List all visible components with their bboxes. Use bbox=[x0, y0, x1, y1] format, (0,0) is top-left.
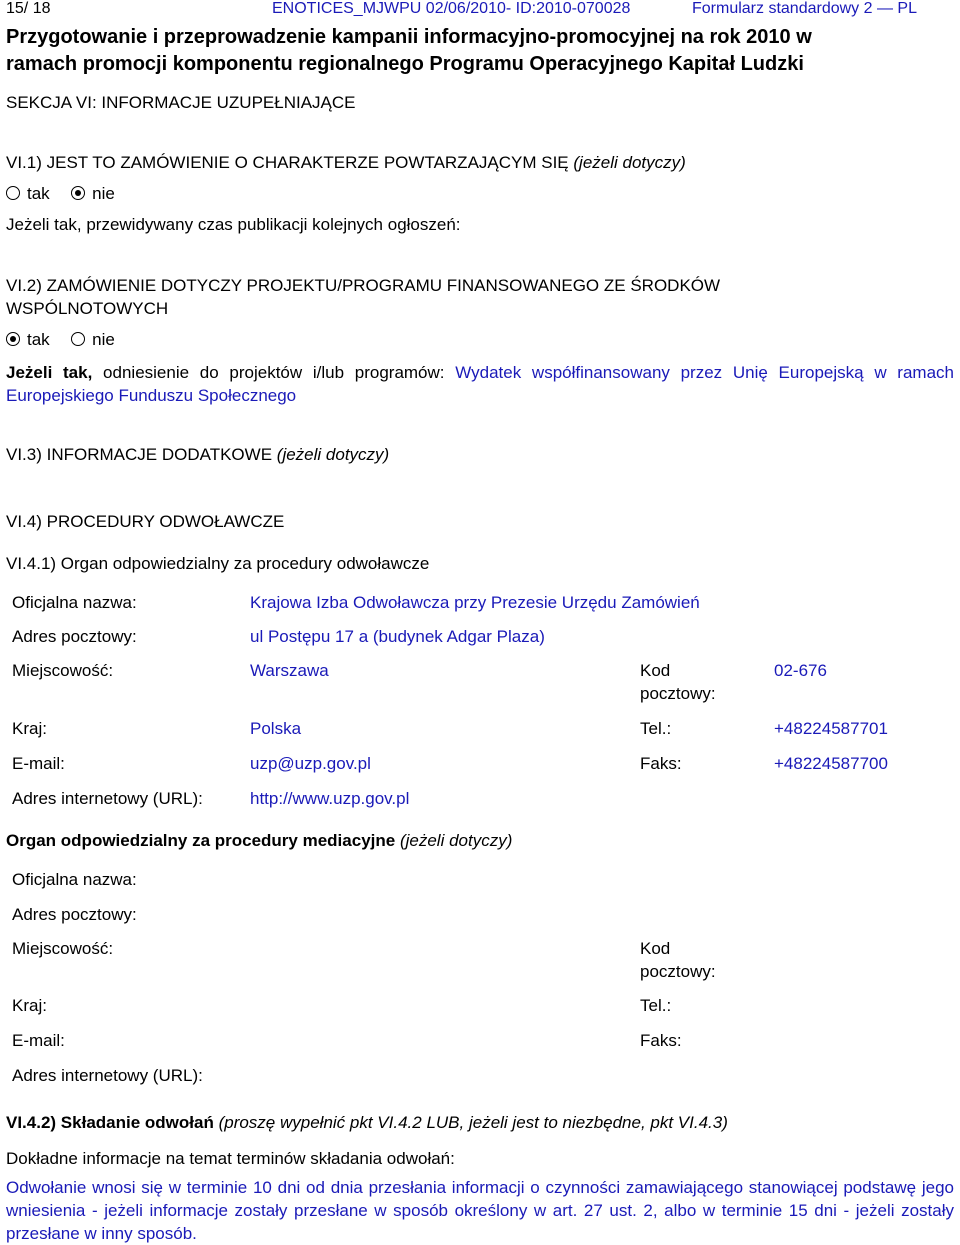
vi1-radio-no[interactable] bbox=[71, 186, 85, 200]
vi2-heading-line1: VI.2) ZAMÓWIENIE DOTYCZY PROJEKTU/PROGRAMU FINANSOWANEGO ZE ŚRODKÓW bbox=[6, 276, 721, 295]
mediation-heading bbox=[6, 831, 512, 851]
vi2-radio-no[interactable] bbox=[71, 332, 85, 346]
notice-id: ENOTICES_MJWPU 02/06/2010- ID:2010-070028 bbox=[272, 0, 631, 17]
vi41-postcode-label1: Kod bbox=[640, 661, 671, 680]
vi3-heading-text: VI.3) INFORMACJE DODATKOWE bbox=[6, 445, 273, 464]
vi1-followup-rest: przewidywany czas publikacji kolejnych ogłoszeń: bbox=[86, 215, 461, 234]
mediation-address-label: Adres pocztowy: bbox=[12, 905, 137, 924]
vi42-heading bbox=[6, 1113, 728, 1133]
vi3-heading-note: (jeżeli dotyczy) bbox=[276, 445, 390, 464]
vi41-url-label: Adres internetowy (URL): bbox=[12, 789, 203, 808]
vi1-heading-note: (jeżeli dotyczy) bbox=[573, 153, 686, 172]
vi41-address: ul Postępu 17 a (budynek Adgar Plaza) bbox=[250, 627, 545, 646]
mediation-postcode-label2: pocztowy: bbox=[640, 962, 716, 981]
vi1-followup bbox=[6, 215, 461, 235]
vi2-reference bbox=[6, 361, 954, 407]
vi2-ref-value: Wydatek współfinansowany przez Unię Europejską w ramach Europejskiego Funduszu Społecznego bbox=[6, 363, 954, 405]
vi1-followup-bold: Jeżeli tak, bbox=[6, 215, 82, 234]
vi4-heading: VI.4) PROCEDURY ODWOŁAWCZE bbox=[6, 512, 285, 531]
mediation-fax-label: Faks: bbox=[640, 1031, 682, 1050]
vi1-heading bbox=[6, 153, 686, 173]
vi41-fax-label: Faks: bbox=[640, 754, 682, 773]
mediation-official-name-label: Oficjalna nazwa: bbox=[12, 870, 137, 889]
vi41-email-label: E-mail: bbox=[12, 754, 65, 773]
vi1-yes-label: tak bbox=[27, 184, 50, 203]
vi41-fax: +48224587700 bbox=[774, 754, 888, 773]
vi42-details-text: Odwołanie wnosi się w terminie 10 dni od dnia przesłania informacji o czynności zamawiającego stanowiącej podstawę jego wniesienia - jeżeli informacje zostały przesłane w sposób określony w art. 27 ust. 2, albo w terminie 15 dni - jeżeli zostały przesłane w inny sposób. bbox=[6, 1178, 954, 1243]
mediation-url-label: Adres internetowy (URL): bbox=[12, 1066, 203, 1085]
vi41-city: Warszawa bbox=[250, 661, 329, 680]
vi2-yes-label: tak bbox=[27, 330, 50, 349]
vi41-tel-label: Tel.: bbox=[640, 719, 672, 738]
mediation-tel-label: Tel.: bbox=[640, 996, 672, 1015]
section-title: SEKCJA VI: INFORMACJE UZUPEŁNIAJĄCE bbox=[6, 93, 356, 112]
vi42-heading-note: (proszę wypełnić pkt VI.4.2 LUB, jeżeli jest to niezbędne, pkt VI.4.3) bbox=[218, 1113, 728, 1132]
vi41-address-label: Adres pocztowy: bbox=[12, 627, 137, 646]
notice-title-line1: Przygotowanie i przeprowadzenie kampanii informacyjno-promocyjnej na rok 2010 w bbox=[6, 26, 812, 48]
vi42-details-label: Dokładne informacje na temat terminów składania odwołań: bbox=[6, 1149, 455, 1168]
vi41-heading: VI.4.1) Organ odpowiedzialny za procedury odwoławcze bbox=[6, 554, 430, 573]
mediation-postcode-label1: Kod bbox=[640, 939, 671, 958]
vi2-radio-group bbox=[6, 330, 115, 350]
form-name: Formularz standardowy 2 — PL bbox=[692, 0, 917, 17]
vi1-heading-text: VI.1) JEST TO ZAMÓWIENIE O CHARAKTERZE POWTARZAJĄCYM SIĘ bbox=[6, 153, 569, 172]
mediation-heading-text: Organ odpowiedzialny za procedury mediacyjne bbox=[6, 831, 396, 850]
vi41-email[interactable]: uzp@uzp.gov.pl bbox=[250, 754, 371, 773]
vi41-url[interactable]: http://www.uzp.gov.pl bbox=[250, 789, 410, 808]
vi41-tel: +48224587701 bbox=[774, 719, 888, 738]
vi3-heading bbox=[6, 445, 389, 465]
vi41-country: Polska bbox=[250, 719, 302, 738]
vi2-radio-yes[interactable] bbox=[6, 332, 20, 346]
mediation-email-label: E-mail: bbox=[12, 1031, 65, 1050]
vi1-no-label: nie bbox=[92, 184, 115, 203]
notice-title-line2: ramach promocji komponentu regionalnego Programu Operacyjnego Kapitał Ludzki bbox=[6, 53, 804, 75]
page-number: 15/ 18 bbox=[6, 0, 51, 17]
vi41-city-label: Miejscowość: bbox=[12, 661, 114, 680]
vi2-no-label: nie bbox=[92, 330, 115, 349]
vi1-radio-yes[interactable] bbox=[6, 186, 20, 200]
vi41-official-name-label: Oficjalna nazwa: bbox=[12, 593, 137, 612]
mediation-city-label: Miejscowość: bbox=[12, 939, 114, 958]
vi2-ref-bold: Jeżeli tak, bbox=[6, 363, 93, 382]
vi42-heading-text: VI.4.2) Składanie odwołań bbox=[6, 1113, 214, 1132]
vi1-radio-group bbox=[6, 184, 115, 204]
vi41-country-label: Kraj: bbox=[12, 719, 47, 738]
vi41-official-name: Krajowa Izba Odwoławcza przy Prezesie Urzędu Zamówień bbox=[250, 593, 700, 612]
vi2-ref-label: odniesienie do projektów i/lub programów: bbox=[103, 363, 445, 382]
vi41-postcode-label2: pocztowy: bbox=[640, 684, 716, 703]
vi2-heading-line2: WSPÓLNOTOWYCH bbox=[6, 299, 169, 318]
mediation-country-label: Kraj: bbox=[12, 996, 47, 1015]
mediation-heading-note: (jeżeli dotyczy) bbox=[399, 831, 513, 850]
vi41-postcode: 02-676 bbox=[774, 661, 827, 680]
